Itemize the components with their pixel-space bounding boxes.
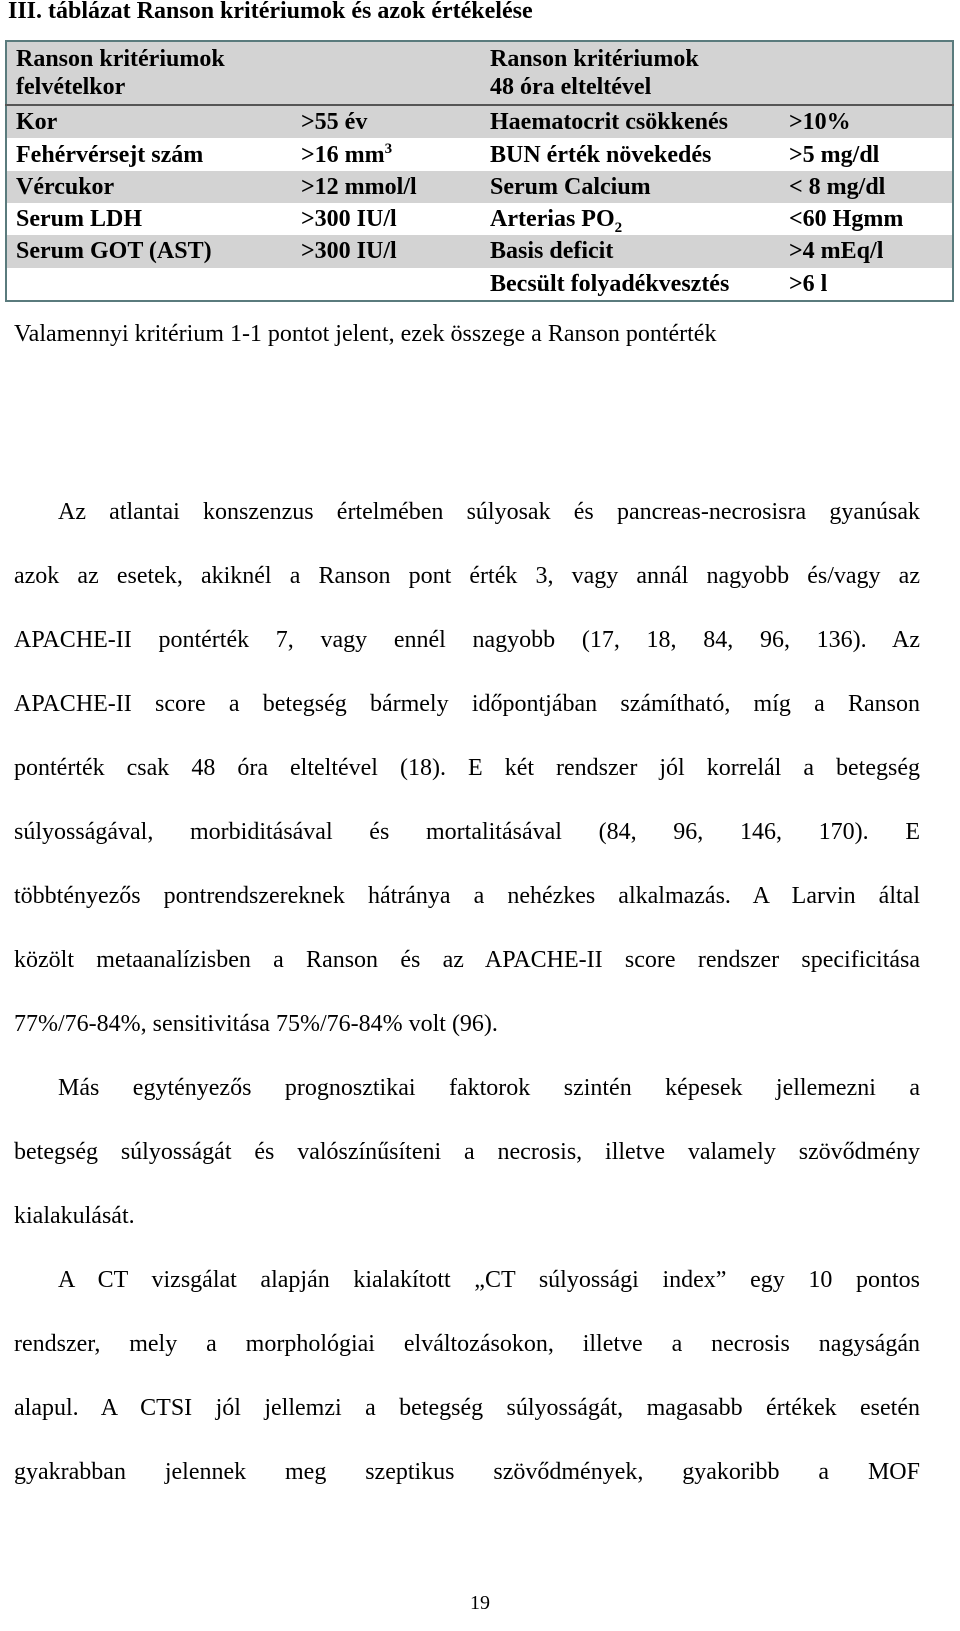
text-line: kialakulását. bbox=[14, 1203, 135, 1229]
cell-threshold-48h: <60 Hgmm bbox=[789, 206, 904, 233]
text-line: APACHE-II pontérték 7, vagy ennél nagyobb (17, 18, 84, 96, 136). Az bbox=[14, 627, 920, 653]
cell-criterion-48h: Serum Calcium bbox=[481, 171, 780, 203]
subscript: 2 bbox=[614, 219, 623, 236]
table-row bbox=[6, 138, 953, 170]
text-line: pontérték csak 48 óra elteltével (18). E két rendszer jól korrelál a betegség bbox=[14, 755, 920, 781]
cell-criterion: Serum GOT (AST) bbox=[6, 235, 292, 267]
text-line: APACHE-II score a betegség bármely időpontjában számítható, míg a Ranson bbox=[14, 691, 920, 717]
table-row bbox=[6, 203, 953, 235]
cell-threshold: >300 IU/l bbox=[292, 235, 481, 267]
cell-threshold-text: >16 mm bbox=[301, 141, 385, 168]
text-line: gyakrabban jelennek meg szeptikus szövődmények, gyakoribb a MOF bbox=[14, 1459, 920, 1485]
header-48h-line2: 48 óra elteltével bbox=[490, 74, 652, 100]
text-line: 77%/76-84%, sensitivitása 75%/76-84% volt (96). bbox=[14, 1011, 498, 1037]
header-48h bbox=[481, 41, 780, 105]
text-line: betegség súlyosságát és valószínűsíteni a necrosis, illetve valamely szövődmény bbox=[14, 1139, 920, 1165]
cell-threshold: >55 év bbox=[292, 105, 481, 138]
cell-threshold bbox=[292, 138, 481, 170]
superscript: 3 bbox=[384, 140, 393, 157]
table-row bbox=[6, 105, 953, 138]
cell-threshold: >12 mmol/l bbox=[292, 171, 481, 203]
ranson-criteria-table bbox=[5, 40, 954, 302]
table-caption: III. táblázat Ranson kritériumok és azok értékelése bbox=[8, 0, 533, 24]
cell-criterion bbox=[6, 268, 292, 301]
table-row bbox=[6, 268, 953, 301]
cell-criterion-48h: Haematocrit csökkenés bbox=[481, 105, 780, 138]
cell-threshold-48h: >5 mg/dl bbox=[789, 141, 880, 168]
cell-criterion: Kor bbox=[6, 105, 292, 138]
cell-threshold-48h: >6 l bbox=[789, 270, 828, 297]
cell-threshold-48h: >4 mEq/l bbox=[780, 235, 953, 267]
header-empty-2 bbox=[780, 41, 953, 105]
text-line: azok az esetek, akiknél a Ranson pont érték 3, vagy annál nagyobb és/vagy az bbox=[14, 563, 920, 589]
cell-criterion-48h: Becsült folyadékvesztés bbox=[490, 270, 730, 297]
header-empty bbox=[292, 41, 481, 105]
header-admission bbox=[6, 41, 292, 105]
paragraph-atlanta-consensus bbox=[14, 494, 920, 1518]
table-header-row bbox=[6, 41, 953, 105]
text-line: súlyosságával, morbiditásával és mortalitásával (84, 96, 146, 170). E bbox=[14, 819, 920, 845]
page-number: 19 bbox=[470, 1592, 490, 1614]
header-admission-line2: felvételkor bbox=[16, 74, 126, 100]
cell-criterion: Fehérvérsejt szám bbox=[16, 141, 204, 168]
cell-threshold-48h: >10% bbox=[780, 105, 953, 138]
header-admission-line1: Ranson kritériumok bbox=[16, 46, 225, 72]
cell-criterion-48h: BUN érték növekedés bbox=[490, 141, 712, 168]
cell-threshold-48h: < 8 mg/dl bbox=[780, 171, 953, 203]
text-line: A CT vizsgálat alapján kialakított „CT súlyossági index” egy 10 pontos bbox=[58, 1267, 920, 1293]
cell-criterion-48h-text: Arterias PO bbox=[490, 206, 615, 233]
table-row bbox=[6, 171, 953, 203]
text-line: Más egytényezős prognosztikai faktorok szintén képesek jellemezni a bbox=[58, 1075, 920, 1101]
text-line: alapul. A CTSI jól jellemzi a betegség súlyosságát, magasabb értékek esetén bbox=[14, 1395, 920, 1421]
table-row bbox=[6, 235, 953, 267]
text-line: rendszer, mely a morphológiai elváltozásokon, illetve a necrosis nagyságán bbox=[14, 1331, 920, 1357]
cell-threshold bbox=[292, 268, 481, 301]
cell-criterion-48h bbox=[481, 203, 780, 235]
cell-criterion-48h: Basis deficit bbox=[481, 235, 780, 267]
cell-threshold: >300 IU/l bbox=[301, 206, 397, 233]
text-line: többtényezős pontrendszereknek hátránya a nehézkes alkalmazás. A Larvin által bbox=[14, 883, 920, 909]
cell-criterion: Serum LDH bbox=[16, 206, 142, 233]
text-line: Az atlantai konszenzus értelmében súlyosak és pancreas-necrosisra gyanúsak bbox=[58, 499, 920, 525]
text-line: közölt metaanalízisben a Ranson és az APACHE-II score rendszer specificitása bbox=[14, 947, 920, 973]
table-footnote: Valamennyi kritérium 1-1 pontot jelent, ezek összege a Ranson pontérték bbox=[14, 321, 717, 347]
header-48h-line1: Ranson kritériumok bbox=[490, 46, 699, 72]
cell-criterion: Vércukor bbox=[6, 171, 292, 203]
